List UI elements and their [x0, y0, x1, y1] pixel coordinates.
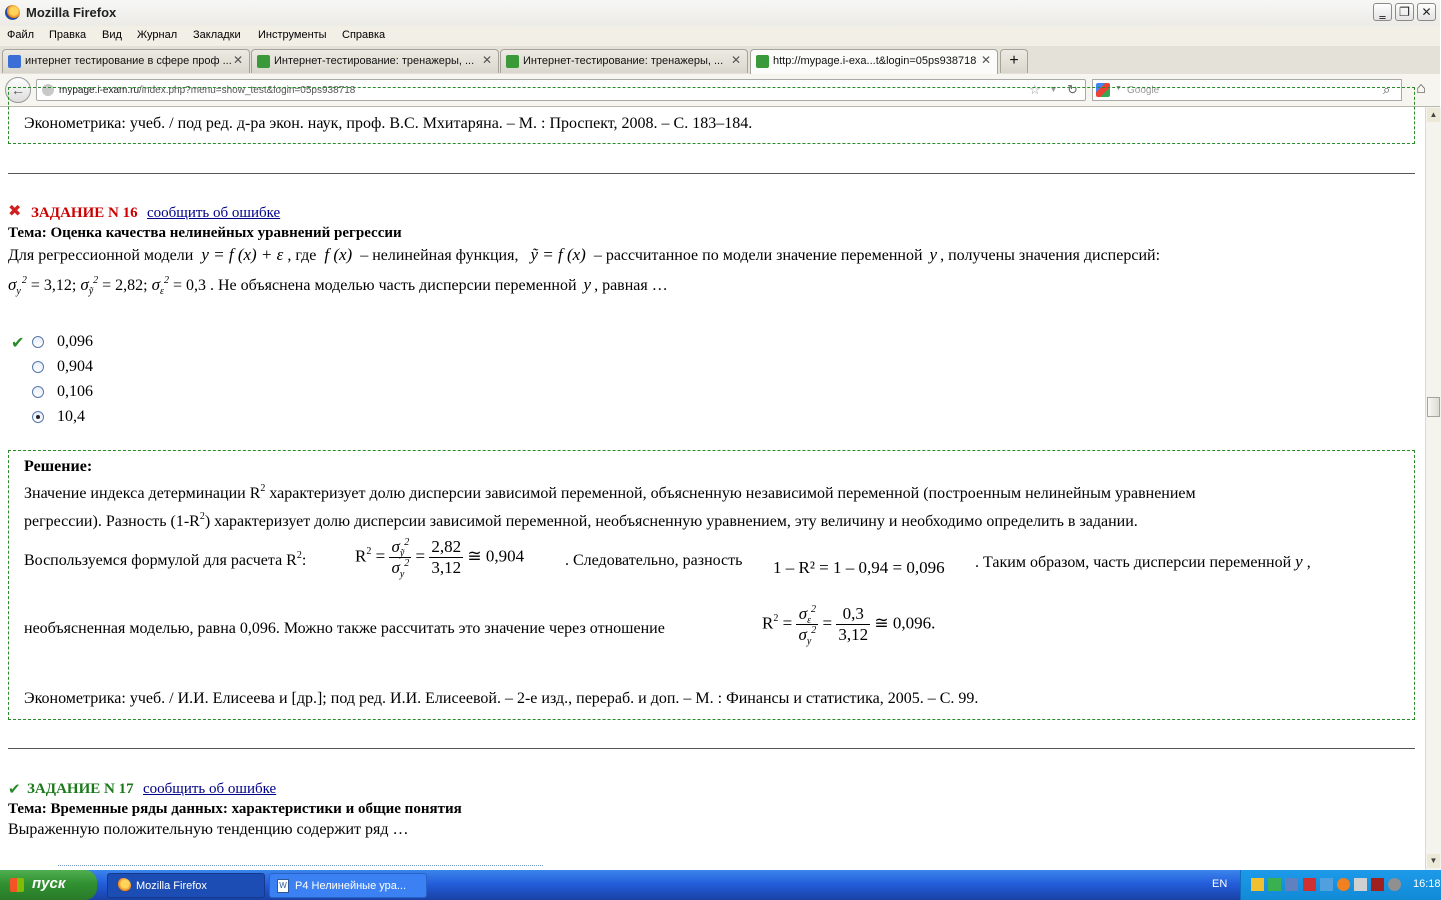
tab-close-icon[interactable]: ✕: [232, 53, 243, 67]
tray-antivirus-icon[interactable]: [1337, 878, 1350, 891]
divider: [8, 173, 1415, 174]
tray-device-icon[interactable]: [1388, 878, 1401, 891]
cross-icon: ✖: [8, 201, 22, 220]
start-button[interactable]: [0, 870, 97, 900]
tab-label: Интернет-тестирование: тренажеры, ...: [274, 55, 475, 67]
scroll-down-icon[interactable]: ▼: [1427, 854, 1440, 868]
solution-reference: Эконометрика: учеб. / И.И. Елисеева и [др.]; под ред. И.И. Елисеевой. – 2-е изд., перераб. и доп. – М. : Финансы и статистика, 2005. – С. 99.: [24, 690, 979, 707]
task16-question-line1: Для регрессионной модели y = f (x) + ε , где f (x) – нелинейная функция, ỹ = f (x) – рассчитанное по модели значение переменной y , получены значения дисперсий:: [8, 245, 1161, 264]
option-radio-1[interactable]: [32, 336, 44, 348]
tab-close-icon[interactable]: ✕: [481, 53, 492, 67]
check-icon: ✔: [11, 333, 25, 352]
clock: 16:18: [1413, 878, 1441, 890]
history-dropdown-icon[interactable]: ▼: [1049, 84, 1058, 94]
window-titlebar: [0, 0, 1440, 27]
option-radio-2[interactable]: [32, 361, 44, 373]
close-window-button[interactable]: ✕: [1417, 3, 1436, 21]
y-variable: y: [929, 245, 938, 264]
back-button[interactable]: ←: [5, 77, 31, 103]
windows-taskbar: [0, 870, 1440, 900]
menu-view[interactable]: Вид: [102, 29, 122, 41]
taskbar-word-doc[interactable]: W P4 Нелинейные ура...: [269, 873, 427, 898]
maximize-button[interactable]: ❐: [1395, 3, 1414, 21]
scroll-up-icon[interactable]: ▲: [1427, 108, 1440, 122]
check-icon: ✔: [8, 780, 21, 798]
word-icon: W: [277, 879, 289, 893]
menu-bar: [0, 26, 1440, 46]
search-magnifier-icon[interactable]: ⌕: [1383, 82, 1391, 97]
url-text: mypage.i-exam.ru/index.php?menu=show_test&login=05ps938718: [59, 85, 356, 96]
menu-bookmarks[interactable]: Закладки: [193, 29, 241, 41]
scroll-thumb[interactable]: [1427, 397, 1440, 417]
tab-close-icon[interactable]: ✕: [730, 53, 741, 67]
site-favicon-icon: [756, 55, 769, 68]
tab-bar: [0, 46, 1440, 75]
menu-history[interactable]: Журнал: [137, 29, 178, 41]
r2-formula: $R^2$ = $\frac{\sigma_ỹ^2}{\sigma_y^2}$ = $\frac{2,82}{3,12}$ ≅ 0,904: [355, 537, 525, 580]
menu-edit[interactable]: Правка: [49, 29, 87, 41]
task16-topic: Тема: Оценка качества нелинейных уравнений регрессии: [8, 225, 402, 241]
divider: [8, 748, 1415, 749]
solution-heading: Решение:: [24, 458, 93, 475]
tray-volume-icon[interactable]: [1354, 878, 1367, 891]
tray-network-icon[interactable]: [1268, 878, 1281, 891]
menu-help[interactable]: Справка: [342, 29, 386, 41]
tab-2[interactable]: [251, 49, 499, 73]
task16-report-link[interactable]: сообщить об ошибке: [147, 205, 281, 221]
site-favicon-icon: [257, 55, 270, 68]
option-label-4: 10,4: [57, 408, 85, 425]
option-radio-4-selected[interactable]: [32, 411, 44, 423]
solution-formula-r2-text: Воспользуемся формулой для расчета $R^2$:: [24, 550, 307, 569]
search-placeholder: Google: [1127, 85, 1160, 96]
tab-label: Интернет-тестирование: тренажеры, ...: [523, 55, 724, 67]
variance-e: = 0,3: [172, 277, 206, 294]
tab-close-icon[interactable]: ✕: [980, 53, 991, 67]
variance-values: $\sigma_y^2$: [8, 275, 27, 297]
home-icon[interactable]: ⌂: [1416, 80, 1426, 97]
google-favicon-icon: [8, 55, 21, 68]
tab-3[interactable]: [500, 49, 748, 73]
option-label-1: 0,096: [57, 333, 93, 350]
model-formula: y = f (x) + ε: [201, 245, 284, 264]
variance-yhat: = 2,82;: [102, 277, 148, 294]
tray-media-icon[interactable]: [1371, 878, 1384, 891]
task16-question-line2: $\sigma_y^2 = 3,12$; $\sigma_ỹ^2 = 2,82$; $\sigma_\varepsilon^2 = 0,3$ . Не объяснена моделью часть дисперсии переменной y , равная …: [8, 275, 668, 297]
option-radio-3[interactable]: [32, 386, 44, 398]
task17-title: ЗАДАНИЕ N 17: [27, 781, 134, 797]
solution-text: . Следовательно, разность: [565, 552, 743, 569]
tab-label: http://mypage.i-exa...t&login=05ps938718: [773, 55, 977, 67]
task16-title: ЗАДАНИЕ N 16: [31, 205, 138, 221]
engine-dropdown-icon[interactable]: ▼: [1115, 85, 1122, 92]
difference-formula: 1 – R² = 1 – 0,94 = 0,096: [773, 558, 945, 577]
system-tray: [1240, 870, 1441, 900]
yhat-formula: ỹ = f (x): [530, 245, 586, 264]
tray-display-icon[interactable]: [1285, 878, 1298, 891]
option-label-3: 0,106: [57, 383, 93, 400]
task17-topic: Тема: Временные ряды данных: характеристики и общие понятия: [8, 801, 462, 817]
bookmark-star-icon[interactable]: ☆: [1029, 82, 1041, 97]
task17-question: Выраженную положительную тенденцию содержит ряд …: [8, 821, 409, 838]
task17-report-link[interactable]: сообщить об ошибке: [143, 781, 277, 797]
page-content: Эконометрика: учеб. / под ред. д-ра экон. наук, проф. В.С. Мхитаряна. – М. : Проспект, 2008. – С. 183–184. ✖ ЗАДАНИЕ N 16 сообщить об ошибке Тема: Оценка качества нелинейных уравнений регрессии Для регрессионной модели y = f (x) + ε , где f (x) – нелинейная функция, ỹ = f (x) – рассчитанное по модели значение переменной y , получены значения дисперсий: $\sigma_y^2 = 3,12$; $\sigma_ỹ^2 = 2,82$; $\sigma_\varepsilon^2 = 0,3$ . Не объяснена моделью часть дисперсии переменной y , равная … ✔ 0,096 0,904 0,106 10,4 Решение: Значение индекса детерминации $R^2$ характеризует долю дисперсии зависимой переменной, объясненную независимой переменной (построенным нелинейным уравнением регрессии). Разность $(1-R^2)$ характеризует долю дисперсии зависимой переменной, необъясненную уравнением, эту величину и необходимо определить в задании. Воспользуемся формулой для расчета $R^2$: $R^2$ = $\frac{\sigma_ỹ^2}{\sigma_y^2}$ = $\frac{2,82}{3,12}$ ≅ 0,904 . Следовательно, разность 1 – R² = 1 – 0,94 = 0,096 . Таким образом, часть дисперсии переменной y , необъясненная моделью, равна 0,096. Можно также рассчитать это значение через отношение $R^2$ = $\frac{\sigma_\varepsilon^2}{\sigma_y^2}$ = $\frac{0,3}{3,12}$ ≅ 0,096. Эконометрика: учеб. / И.И. Елисеева и [др.]; под ред. И.И. Елисеевой. – 2-е изд., перераб. и доп. – М. : Финансы и статистика, 2005. – С. 99. ✔ ЗАДАНИЕ N 17 сообщить об ошибке Тема: Временные ряды данных: характеристики и общие понятия Выраженную положительную тенденцию содержит ряд …: [0, 107, 1425, 870]
language-indicator[interactable]: EN: [1212, 878, 1228, 890]
tray-pdf-icon[interactable]: [1303, 878, 1316, 891]
tab-4-active[interactable]: [750, 49, 998, 75]
solution-para1-line1: Значение индекса детерминации $R^2$ характеризует долю дисперсии зависимой переменной, объясненную независимой переменной (построенным нелинейным уравнением: [24, 483, 1196, 502]
new-tab-button[interactable]: +: [1000, 49, 1028, 73]
menu-tools[interactable]: Инструменты: [258, 29, 327, 41]
window-title: Mozilla Firefox: [26, 5, 117, 20]
start-label: пуск: [32, 875, 66, 892]
solution-para3: необъясненная моделью, равна 0,096. Можно также рассчитать это значение через отношение: [24, 620, 665, 637]
ratio-formula: $R^2$ = $\frac{\sigma_\varepsilon^2}{\sigma_y^2}$ = $\frac{0,3}{3,12}$ ≅ 0,096.: [762, 604, 936, 647]
menu-file[interactable]: Файл: [7, 29, 35, 41]
taskbar-firefox[interactable]: Mozilla Firefox: [107, 873, 265, 898]
solution-text: . Таким образом, часть дисперсии переменной: [975, 554, 1292, 571]
previous-reference: Эконометрика: учеб. / под ред. д-ра экон. наук, проф. В.С. Мхитаряна. – М. : Проспект, 2008. – С. 183–184.: [24, 115, 753, 132]
tray-bluetooth-icon[interactable]: [1320, 878, 1333, 891]
site-favicon-icon: [506, 55, 519, 68]
tab-1[interactable]: [2, 49, 250, 73]
tray-app-icon[interactable]: [1251, 878, 1264, 891]
tab-label: интернет тестирование в сфере проф ...: [25, 55, 232, 67]
vertical-scrollbar[interactable]: [1425, 107, 1441, 870]
variance-y: = 3,12;: [30, 277, 77, 294]
option-label-2: 0,904: [57, 358, 93, 375]
fx-formula: f (x): [324, 245, 353, 264]
minimize-button[interactable]: ‗: [1373, 3, 1392, 21]
windows-logo-icon: [10, 878, 24, 892]
firefox-icon: [5, 5, 20, 20]
solution-para1-line2: регрессии). Разность $(1-R^2)$ характеризует долю дисперсии зависимой переменной, необъясненную уравнением, эту величину и необходимо определить в задании.: [24, 511, 1138, 530]
firefox-icon: [116, 878, 131, 893]
reload-icon[interactable]: ↻: [1067, 82, 1078, 97]
